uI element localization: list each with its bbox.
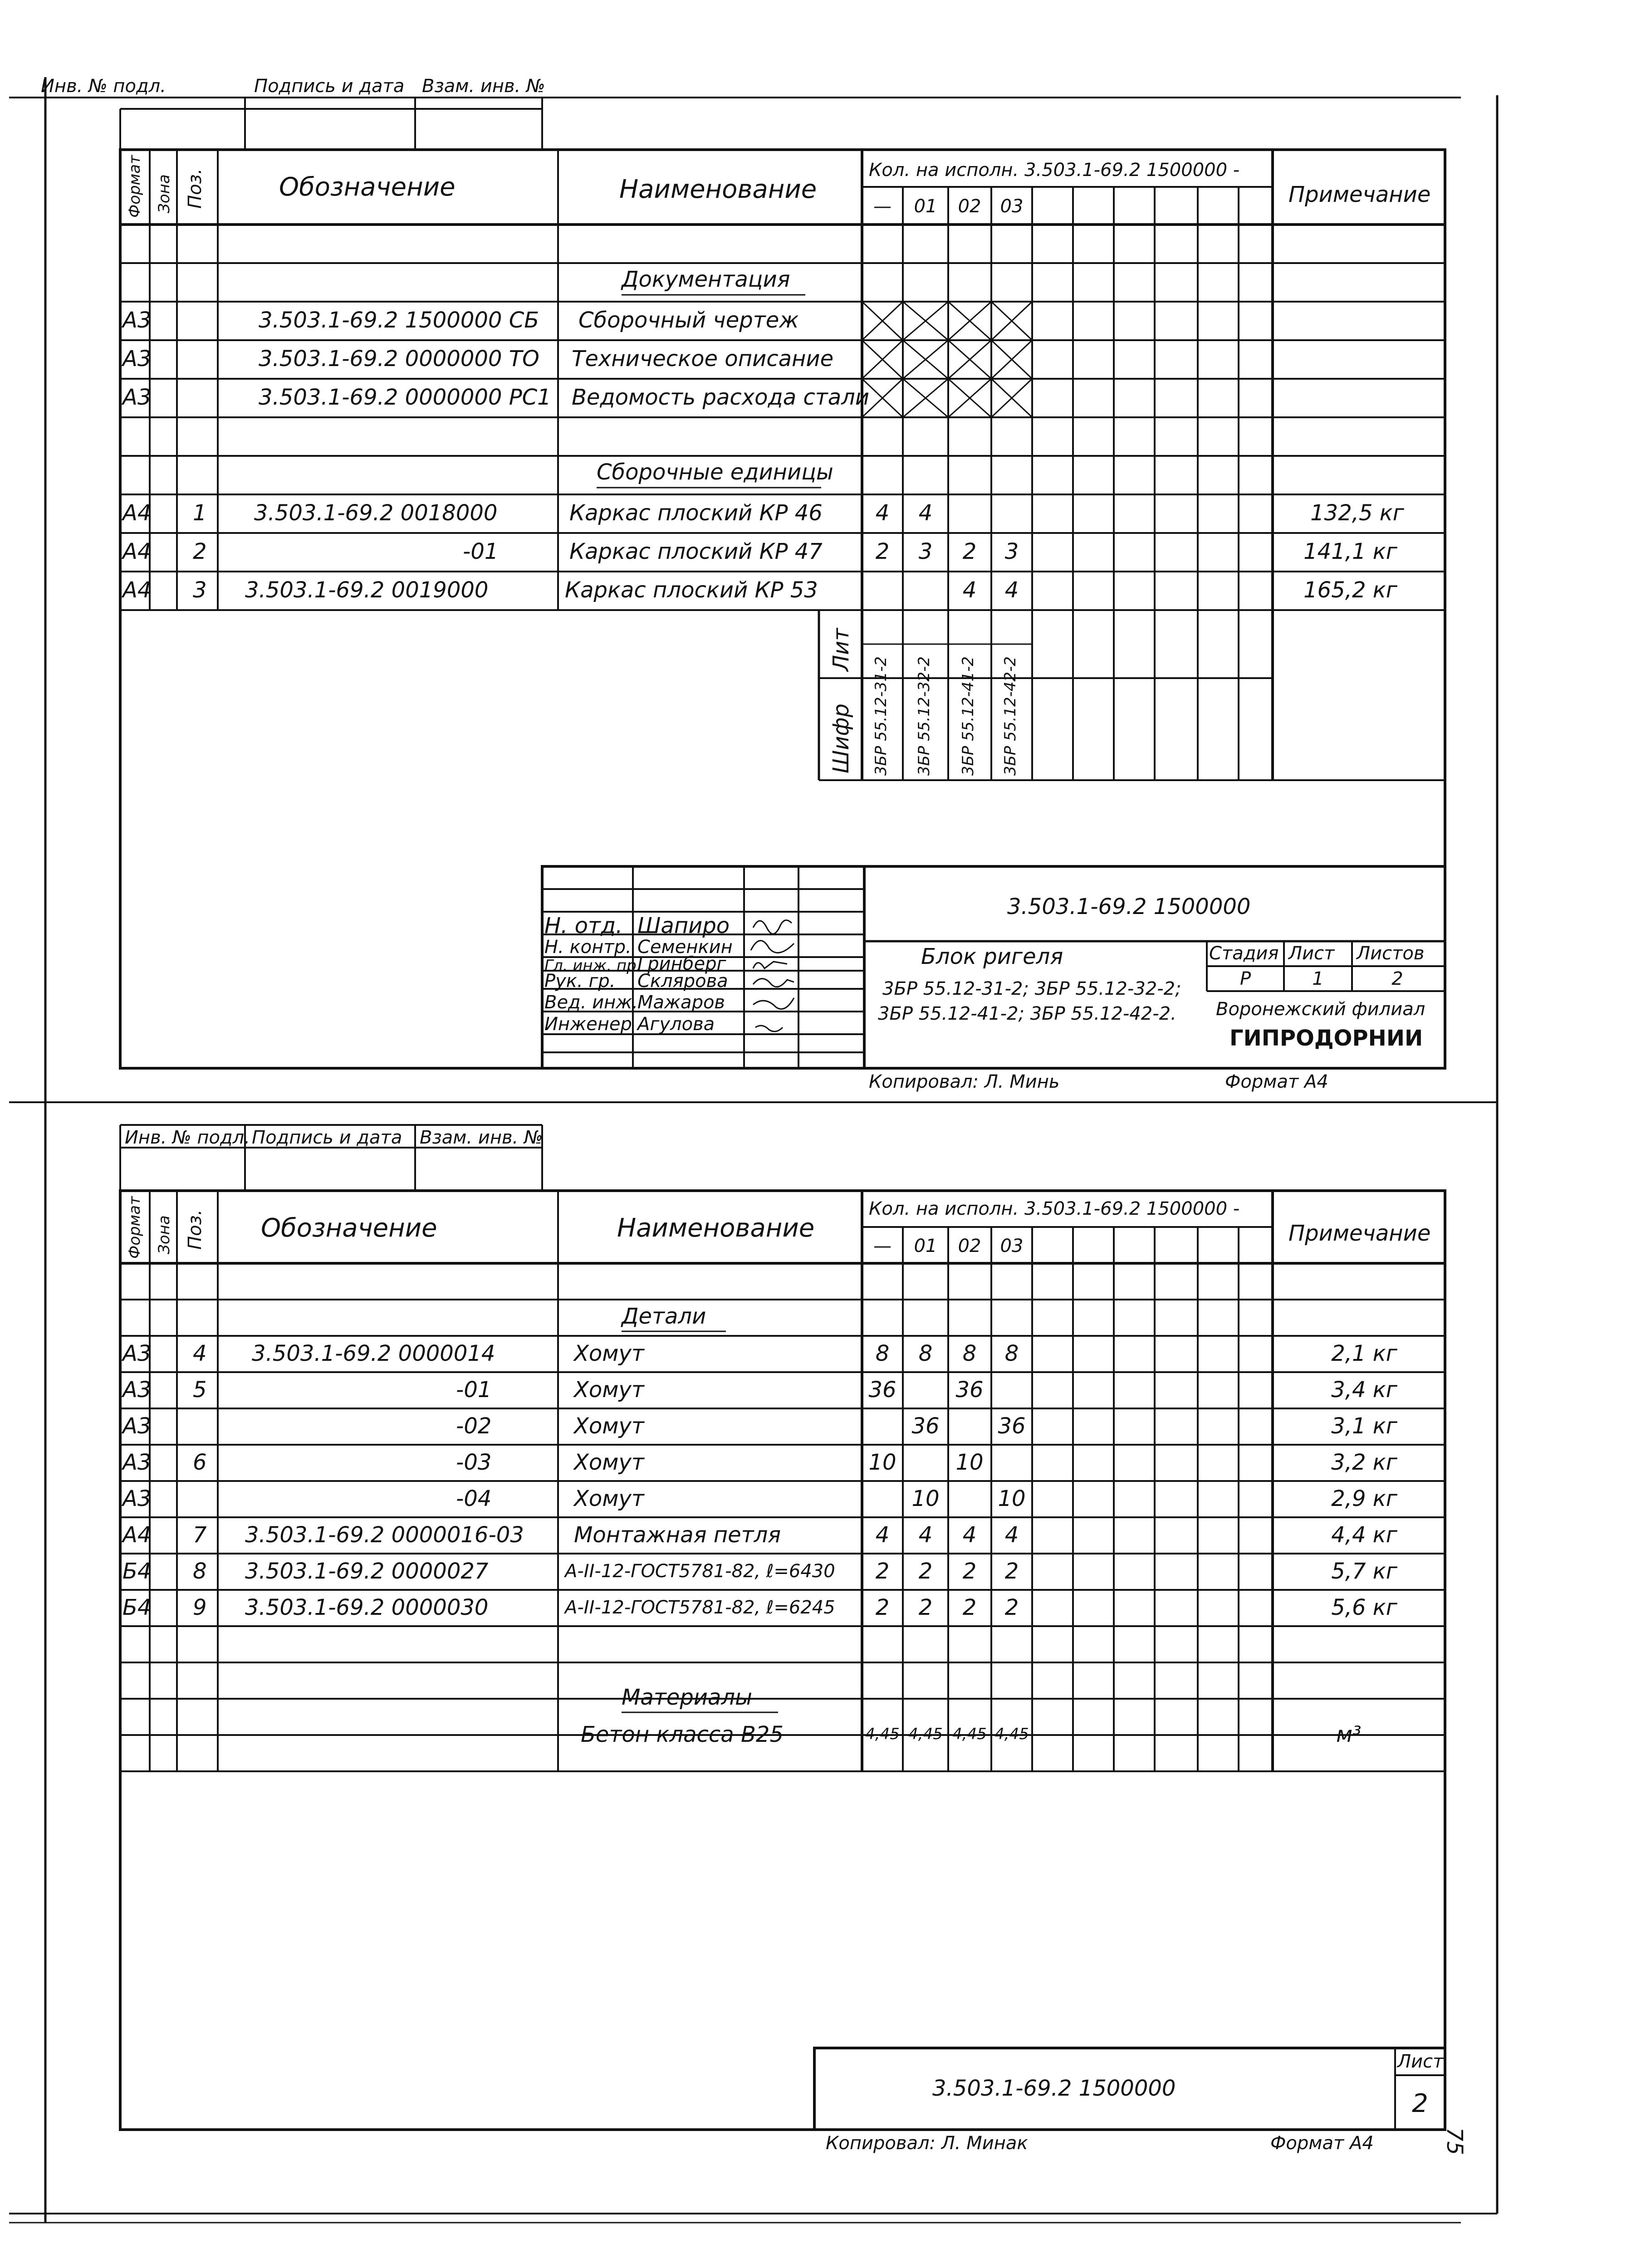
cell-qty: 4 [1004,1522,1019,1548]
stage-label: Стадия [1209,943,1279,964]
sheet-value: 2 [1412,2089,1428,2118]
cell-qty: 4,45 [865,1725,900,1743]
cell-designation: 3.503.1-69.2 0000016-03 [245,1522,524,1548]
cell-qty: 10 [868,1450,896,1475]
cell-qty: 36 [998,1413,1026,1439]
cell-qty: 4 [962,1522,977,1548]
cell-name: Хомут [574,1341,644,1366]
cell-name: Ведомость расхода стали [572,385,870,410]
stage-value: Р [1239,968,1251,989]
cell-designation: -02 [456,1413,492,1439]
stamp-sign-date: Подпись и дата [254,76,405,97]
header-version: 03 [1000,1236,1024,1256]
product-line: 3БР 55.12-41-2; 3БР 55.12-42-2. [878,1003,1176,1024]
cipher-label: Шифр [828,703,854,773]
header-note: Примечание [1288,182,1431,207]
cell-qty: 10 [998,1486,1026,1511]
header-version: 01 [914,1236,937,1256]
cell-name: Хомут [574,1450,644,1475]
section-title-assemblies: Сборочные единицы [597,459,833,485]
header-note: Примечание [1288,1221,1431,1246]
header-zone: Зона [155,174,173,213]
cipher-value: 3БР 55.12-42-2 [1001,656,1019,776]
cipher-value: 3БР 55.12-41-2 [959,656,977,776]
cell-qty: 2 [875,539,890,564]
cell-qty: 2 [962,1559,977,1584]
cell-qty: 3 [1004,539,1019,564]
cell-designation: 3.503.1-69.2 0000000 ТО [259,346,539,371]
product-line: 3БР 55.12-31-2; 3БР 55.12-32-2; [882,978,1181,999]
header-pos: Поз. [185,1209,206,1250]
cell-note: 5,7 кг [1331,1559,1397,1584]
cell-format: А4 [122,539,152,564]
sheets-label: Листов [1357,943,1425,964]
role-label: Гл. инж. пр. [544,957,642,975]
header-zone: Зона [155,1215,173,1254]
role-label: Рук. гр. [544,971,616,992]
stamp-replace-inv: Взам. инв. № [422,76,545,97]
cell-format: А4 [122,1522,152,1548]
cell-note: 3,1 кг [1331,1413,1397,1439]
cell-name: А-II-12-ГОСТ5781-82, ℓ=6430 [565,1561,835,1582]
cell-designation: -03 [456,1450,492,1475]
cell-note: м³ [1336,1722,1362,1747]
cell-designation: 3.503.1-69.2 0000000 РС1 [259,385,551,410]
cell-designation: 3.503.1-69.2 1500000 СБ [259,308,539,333]
cell-pos: 7 [193,1522,207,1548]
role-name: Мажаров [637,992,725,1013]
cell-note: 2,9 кг [1331,1486,1397,1511]
section-title-docs: Документация [622,267,790,292]
cell-qty: 10 [911,1486,940,1511]
cell-name: Хомут [574,1413,644,1439]
cell-designation: 3.503.1-69.2 0000027 [245,1559,489,1584]
org-line: ГИПРОДОРНИИ [1230,1026,1423,1051]
cell-name: А-II-12-ГОСТ5781-82, ℓ=6245 [565,1597,835,1618]
cell-qty: 8 [1004,1341,1019,1366]
doc-code: 3.503.1-69.2 1500000 [1007,894,1251,919]
cell-designation: 3.503.1-69.2 0018000 [254,500,498,526]
cell-pos: 1 [193,500,207,526]
cell-qty: 4 [1004,577,1019,603]
cell-designation: 3.503.1-69.2 0000030 [245,1595,489,1620]
cell-qty: 8 [918,1341,933,1366]
org-line: Воронежский филиал [1216,999,1425,1020]
cell-pos: 2 [193,539,207,564]
format-label: Формат А4 [1270,2133,1374,2154]
format-label: Формат А4 [1225,1071,1328,1092]
copied-by: Копировал: Л. Минь [869,1071,1060,1092]
cell-qty: 2 [1004,1595,1019,1620]
header-qty-by-version: Кол. на исполн. 3.503.1-69.2 1500000 - [869,1198,1240,1219]
cell-qty: 4,45 [908,1725,943,1743]
stamp-inv-no: Инв. № подл. [125,1127,250,1148]
cell-qty: 2 [962,1595,977,1620]
header-name: Наименование [619,175,817,204]
cell-name: Каркас плоский КР 47 [569,539,823,564]
cell-qty: 2 [875,1559,890,1584]
cell-pos: 4 [193,1341,207,1366]
cell-name: Техническое описание [572,346,834,371]
cell-qty: 36 [955,1377,984,1403]
cell-qty: 4 [962,577,977,603]
stamp-inv-no: Инв. № подл. [41,76,166,97]
role-name: Склярова [637,971,728,992]
copied-by: Копировал: Л. Минак [826,2133,1028,2154]
cell-qty: 2 [1004,1559,1019,1584]
cell-note: 4,4 кг [1331,1522,1397,1548]
cell-pos: 3 [193,577,207,603]
cell-format: А3 [122,1450,152,1475]
sheet-value: 1 [1312,968,1324,989]
cell-designation: -01 [463,539,499,564]
cell-format: А3 [122,346,152,371]
cell-qty: 36 [911,1413,940,1439]
role-label: Н. отд. [544,913,623,938]
cell-qty: 2 [918,1595,933,1620]
cell-name: Каркас плоский КР 53 [565,577,818,603]
doc-code: 3.503.1-69.2 1500000 [932,2076,1176,2101]
cell-format: А4 [122,500,152,526]
cell-format: А3 [122,1341,152,1366]
cell-name: Хомут [574,1486,644,1511]
header-version: 01 [914,196,937,217]
header-designation: Обозначение [261,1213,437,1243]
cell-note: 3,2 кг [1331,1450,1397,1475]
cell-format: А3 [122,1413,152,1439]
role-name: Гринберг [637,953,726,974]
cell-note: 132,5 кг [1310,500,1404,526]
cell-name: Монтажная петля [574,1522,781,1548]
cell-qty: 4 [918,500,933,526]
cell-note: 141,1 кг [1303,539,1397,564]
role-name: Агулова [637,1014,715,1035]
cell-format: Б4 [122,1559,152,1584]
cell-note: 2,1 кг [1331,1341,1397,1366]
cell-designation: 3.503.1-69.2 0019000 [245,577,489,603]
header-designation: Обозначение [279,172,456,202]
lit-label: Лит [828,628,854,671]
cell-pos: 9 [193,1595,207,1620]
cell-qty: 36 [868,1377,896,1403]
product-title: Блок ригеля [921,944,1063,969]
cell-pos: 8 [193,1559,207,1584]
cell-note: 3,4 кг [1331,1377,1397,1403]
cell-qty: 3 [918,539,933,564]
header-qty-by-version: Кол. на исполн. 3.503.1-69.2 1500000 - [869,160,1240,181]
cell-qty: 2 [962,539,977,564]
cell-designation: -01 [456,1377,492,1403]
section-title-materials: Материалы [622,1685,752,1710]
section-title-parts: Детали [622,1304,706,1329]
signature-scribbles [751,920,794,1031]
role-name: Семенкин [637,937,733,958]
role-name: Шапиро [637,913,730,938]
cell-designation: 3.503.1-69.2 0000014 [252,1341,495,1366]
cell-qty: 4,45 [994,1725,1029,1743]
cell-qty: 8 [875,1341,890,1366]
stamp-replace-inv: Взам. инв. № [420,1127,543,1148]
header-name: Наименование [617,1213,815,1243]
cell-qty: 4 [875,500,890,526]
cell-name: Каркас плоский КР 46 [569,500,823,526]
header-format: Формат [126,155,144,218]
header-version: 03 [1000,196,1024,217]
header-version: 02 [958,1236,981,1256]
role-label: Н. контр. [544,937,632,958]
cell-note: 165,2 кг [1303,577,1397,603]
cell-note: 5,6 кг [1331,1595,1397,1620]
header-pos: Поз. [185,168,206,209]
cell-format: А3 [122,1486,152,1511]
cell-pos: 5 [193,1377,207,1403]
cell-qty: 4,45 [952,1725,987,1743]
cell-qty: 10 [955,1450,984,1475]
cell-name: Сборочный чертеж [578,308,799,333]
sheet-label: Лист [1397,2051,1444,2072]
cell-format: Б4 [122,1595,152,1620]
cell-format: А3 [122,308,152,333]
cell-qty: 2 [918,1559,933,1584]
header-format: Формат [126,1196,144,1259]
margin-page-number: 75 [1442,2127,1467,2156]
cell-pos: 6 [193,1450,207,1475]
cell-name: Хомут [574,1377,644,1403]
cell-qty: 4 [918,1522,933,1548]
cell-qty: 2 [875,1595,890,1620]
header-version: — [873,1236,892,1256]
cell-qty: 8 [962,1341,977,1366]
header-version: 02 [958,196,981,217]
cell-format: А3 [122,385,152,410]
cipher-value: 3БР 55.12-31-2 [872,656,890,776]
cell-name: Бетон класса В25 [581,1722,784,1747]
cell-format: А4 [122,577,152,603]
cell-qty: 4 [875,1522,890,1548]
role-label: Вед. инж. [544,992,638,1013]
stamp-sign-date: Подпись и дата [252,1127,402,1148]
cipher-value: 3БР 55.12-32-2 [915,656,933,776]
sheets-value: 2 [1391,968,1403,989]
role-label: Инженер [544,1014,632,1035]
cell-designation: -04 [456,1486,492,1511]
sheet-label: Лист [1288,943,1335,964]
cell-format: А3 [122,1377,152,1403]
header-version: — [873,196,892,217]
